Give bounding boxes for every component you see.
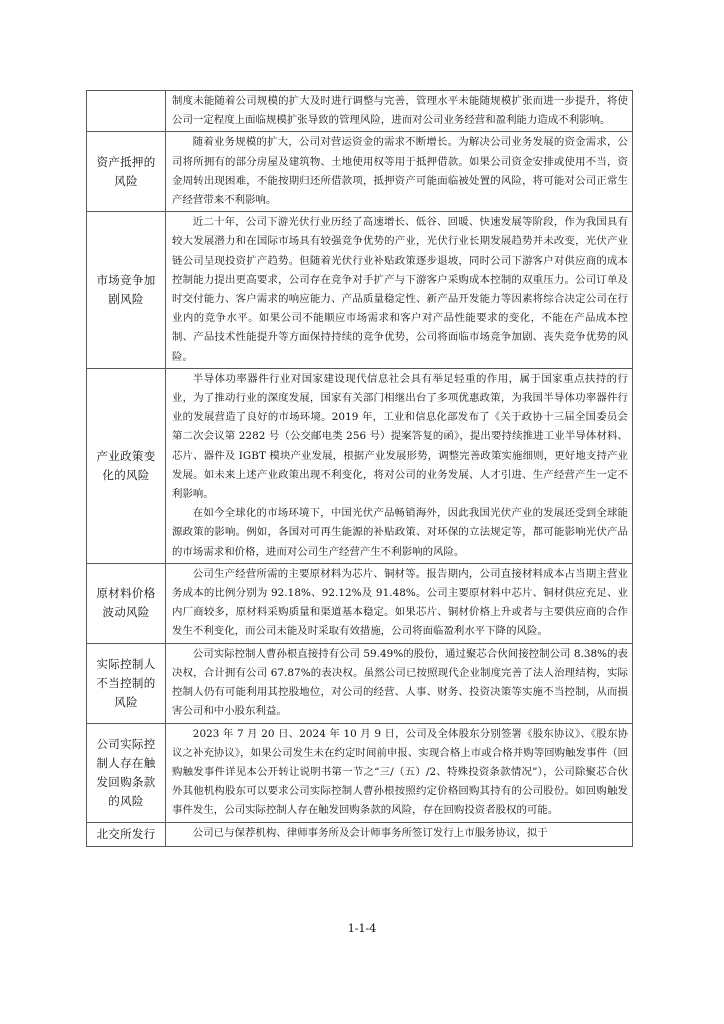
risk-label-cell (87, 723, 166, 822)
table-row (87, 368, 633, 563)
table-row (87, 723, 633, 822)
risk-table-body (87, 91, 633, 847)
risk-description-paragraph: 在如今全球化的市场环境下，中国光伏产品畅销海外，因此我国光伏产业的发展还受到全球能源政策的影响。例如，各国对可再生能源的补贴政策、对环保的立法规定等，都可能影响光伏产品的市场需求和价格，进而对公司生产经营产生不利影响的风险。 (172, 507, 628, 558)
table-row (87, 91, 633, 132)
risk-label-cell (87, 132, 166, 212)
risk-description-cell (166, 643, 633, 723)
risk-label: 实际控制人不当控制的风险 (96, 656, 156, 709)
risk-label-cell (87, 91, 166, 132)
risk-description-paragraph: 制度未能随着公司规模的扩大及时进行调整与完善，管理水平未能随规模扩张而进一步提升，将使公司一定程度上面临规模扩张导致的管理风险，进而对公司业务经营和盈利能力造成不利影响。 (172, 95, 628, 127)
risk-description-paragraph: 随着业务规模的扩大，公司对营运资金的需求不断增长。为解决公司业务发展的资金需求，公司将所拥有的部分房屋及建筑物、土地使用权等用于抵押借款。如果公司资金安排或使用不当，资金周转出现困难，不能按期归还所借款项，抵押资产可能面临被处置的风险，将可能对公司正常生产经营带来不利影响。 (172, 136, 628, 207)
risk-description-paragraph: 近二十年，公司下游光伏行业历经了高速增长、低谷、回暖、快速发展等阶段，作为我国具有较大发展潜力和在国际市场具有较强竞争优势的产业，光伏行业长期发展趋势并未改变，光伏产业链公司呈现投资扩产趋势。但随着光伏行业补贴政策逐步退坡，同时公司下游客户对供应商的成本控制能力提出更高要求，公司存在竞争对手扩产与下游客户采购成本控制的双重压力。公司订单及时交付能力、客户需求的响应能力、产品质量稳定性、新产品开发能力等因素将综合决定公司在行业内的竞争水平。如果公司不能顺应市场需求和客户对产品性能要求的变化，不能在产品成本控制、产品技术性能提升等方面保持持续的竞争优势，公司将面临市场竞争加剧、丧失竞争优势的风险。 (172, 216, 628, 363)
risk-description-cell (166, 822, 633, 846)
risk-description-cell (166, 212, 633, 369)
risk-description-cell (166, 91, 633, 132)
risk-description-paragraph: 公司已与保荐机构、律师事务所及会计师事务所签订发行上市服务协议，拟于 (192, 827, 548, 840)
table-row (87, 563, 633, 643)
risk-label: 原材料价格波动风险 (96, 586, 156, 620)
risk-label: 资产抵押的风险 (96, 154, 156, 188)
risk-description-paragraph: 公司生产经营所需的主要原材料为芯片、铜材等。报告期内，公司直接材料成本占当期主营业务成本的比例分别为 92.18%、92.12%及 91.48%。公司主要原材料中芯片、铜材供应充足、业内厂商较多，原材料采购质量和渠道基本稳定。如果芯片、铜材价格上升或者与主要供应商的合作发生不利变化，而公司未能及时采取有效措施，公司将面临盈利水平下降的风险。 (172, 567, 628, 638)
table-row (87, 822, 633, 846)
risk-label-cell (87, 563, 166, 643)
risk-label: 市场竞争加剧风险 (96, 273, 156, 307)
table-row (87, 643, 633, 723)
risk-factor-table (86, 90, 633, 847)
risk-label-cell (87, 822, 166, 846)
risk-label: 产业政策变化的风险 (96, 448, 156, 482)
risk-label-cell (87, 643, 166, 723)
risk-description-paragraph: 公司实际控制人曹孙根直接持有公司 59.49%的股份，通过聚芯合伙间接控制公司 8.38%的表决权，合计拥有公司 67.87%的表决权。虽然公司已按照现代企业制度完善了法人治理结构，实际控制人仍有可能利用其控股地位，对公司的经营、人事、财务、投资决策等实施不当控制，从而损害公司和中小股东利益。 (172, 647, 628, 718)
table-row (87, 132, 633, 212)
risk-description-paragraph: 半导体功率器件行业对国家建设现代信息社会具有举足轻重的作用，属于国家重点扶持的行业，为了推动行业的深度发展，国家有关部门相继出台了多项优惠政策，为我国半导体功率器件行业的发展营造了良好的市场环境。2019 年，工业和信息化部发布了《关于政协十三届全国委员会第二次会议第 2282 号（公交邮电类 256 号）提案答复的函》，提出要持续推进工业半导体材料、芯片、器件及 IGBT 模块产业发展，根据产业发展形势，调整完善政策实施细则，更好地支持产业发展。如未来上述产业政策出现不利变化，将对公司的业务发展、人才引进、生产经营产生一定不利影响。 (172, 372, 628, 501)
table-row (87, 212, 633, 369)
risk-description-cell (166, 132, 633, 212)
page-number: 1-1-4 (347, 922, 377, 935)
risk-label: 北交所发行 (96, 826, 156, 841)
risk-description-cell (166, 563, 633, 643)
risk-description-cell (166, 723, 633, 822)
risk-label: 公司实际控制人存在触发回购条款的风险 (96, 736, 156, 808)
risk-label-cell (87, 368, 166, 563)
risk-description-cell (166, 368, 633, 563)
risk-description-paragraph: 2023 年 7 月 20 日、2024 年 10 月 9 日，公司及全体股东分别签署《股东协议》、《股东协议之补充协议》，如果公司发生未在约定时间前申报、实现合格上市或合格并购等回购触发事件（回购触发事件详见本公开转让说明书第一节之“三/（五）/2、特殊投资条款情况”），公司除聚芯合伙外其他机构股东可以要求公司实际控制人曹孙根按照约定价格回购其持有的公司股份。如回购触发事件发生，公司实际控制人存在触发回购条款的风险，存在回购投资者股权的可能。 (172, 727, 628, 817)
risk-label-cell (87, 212, 166, 369)
